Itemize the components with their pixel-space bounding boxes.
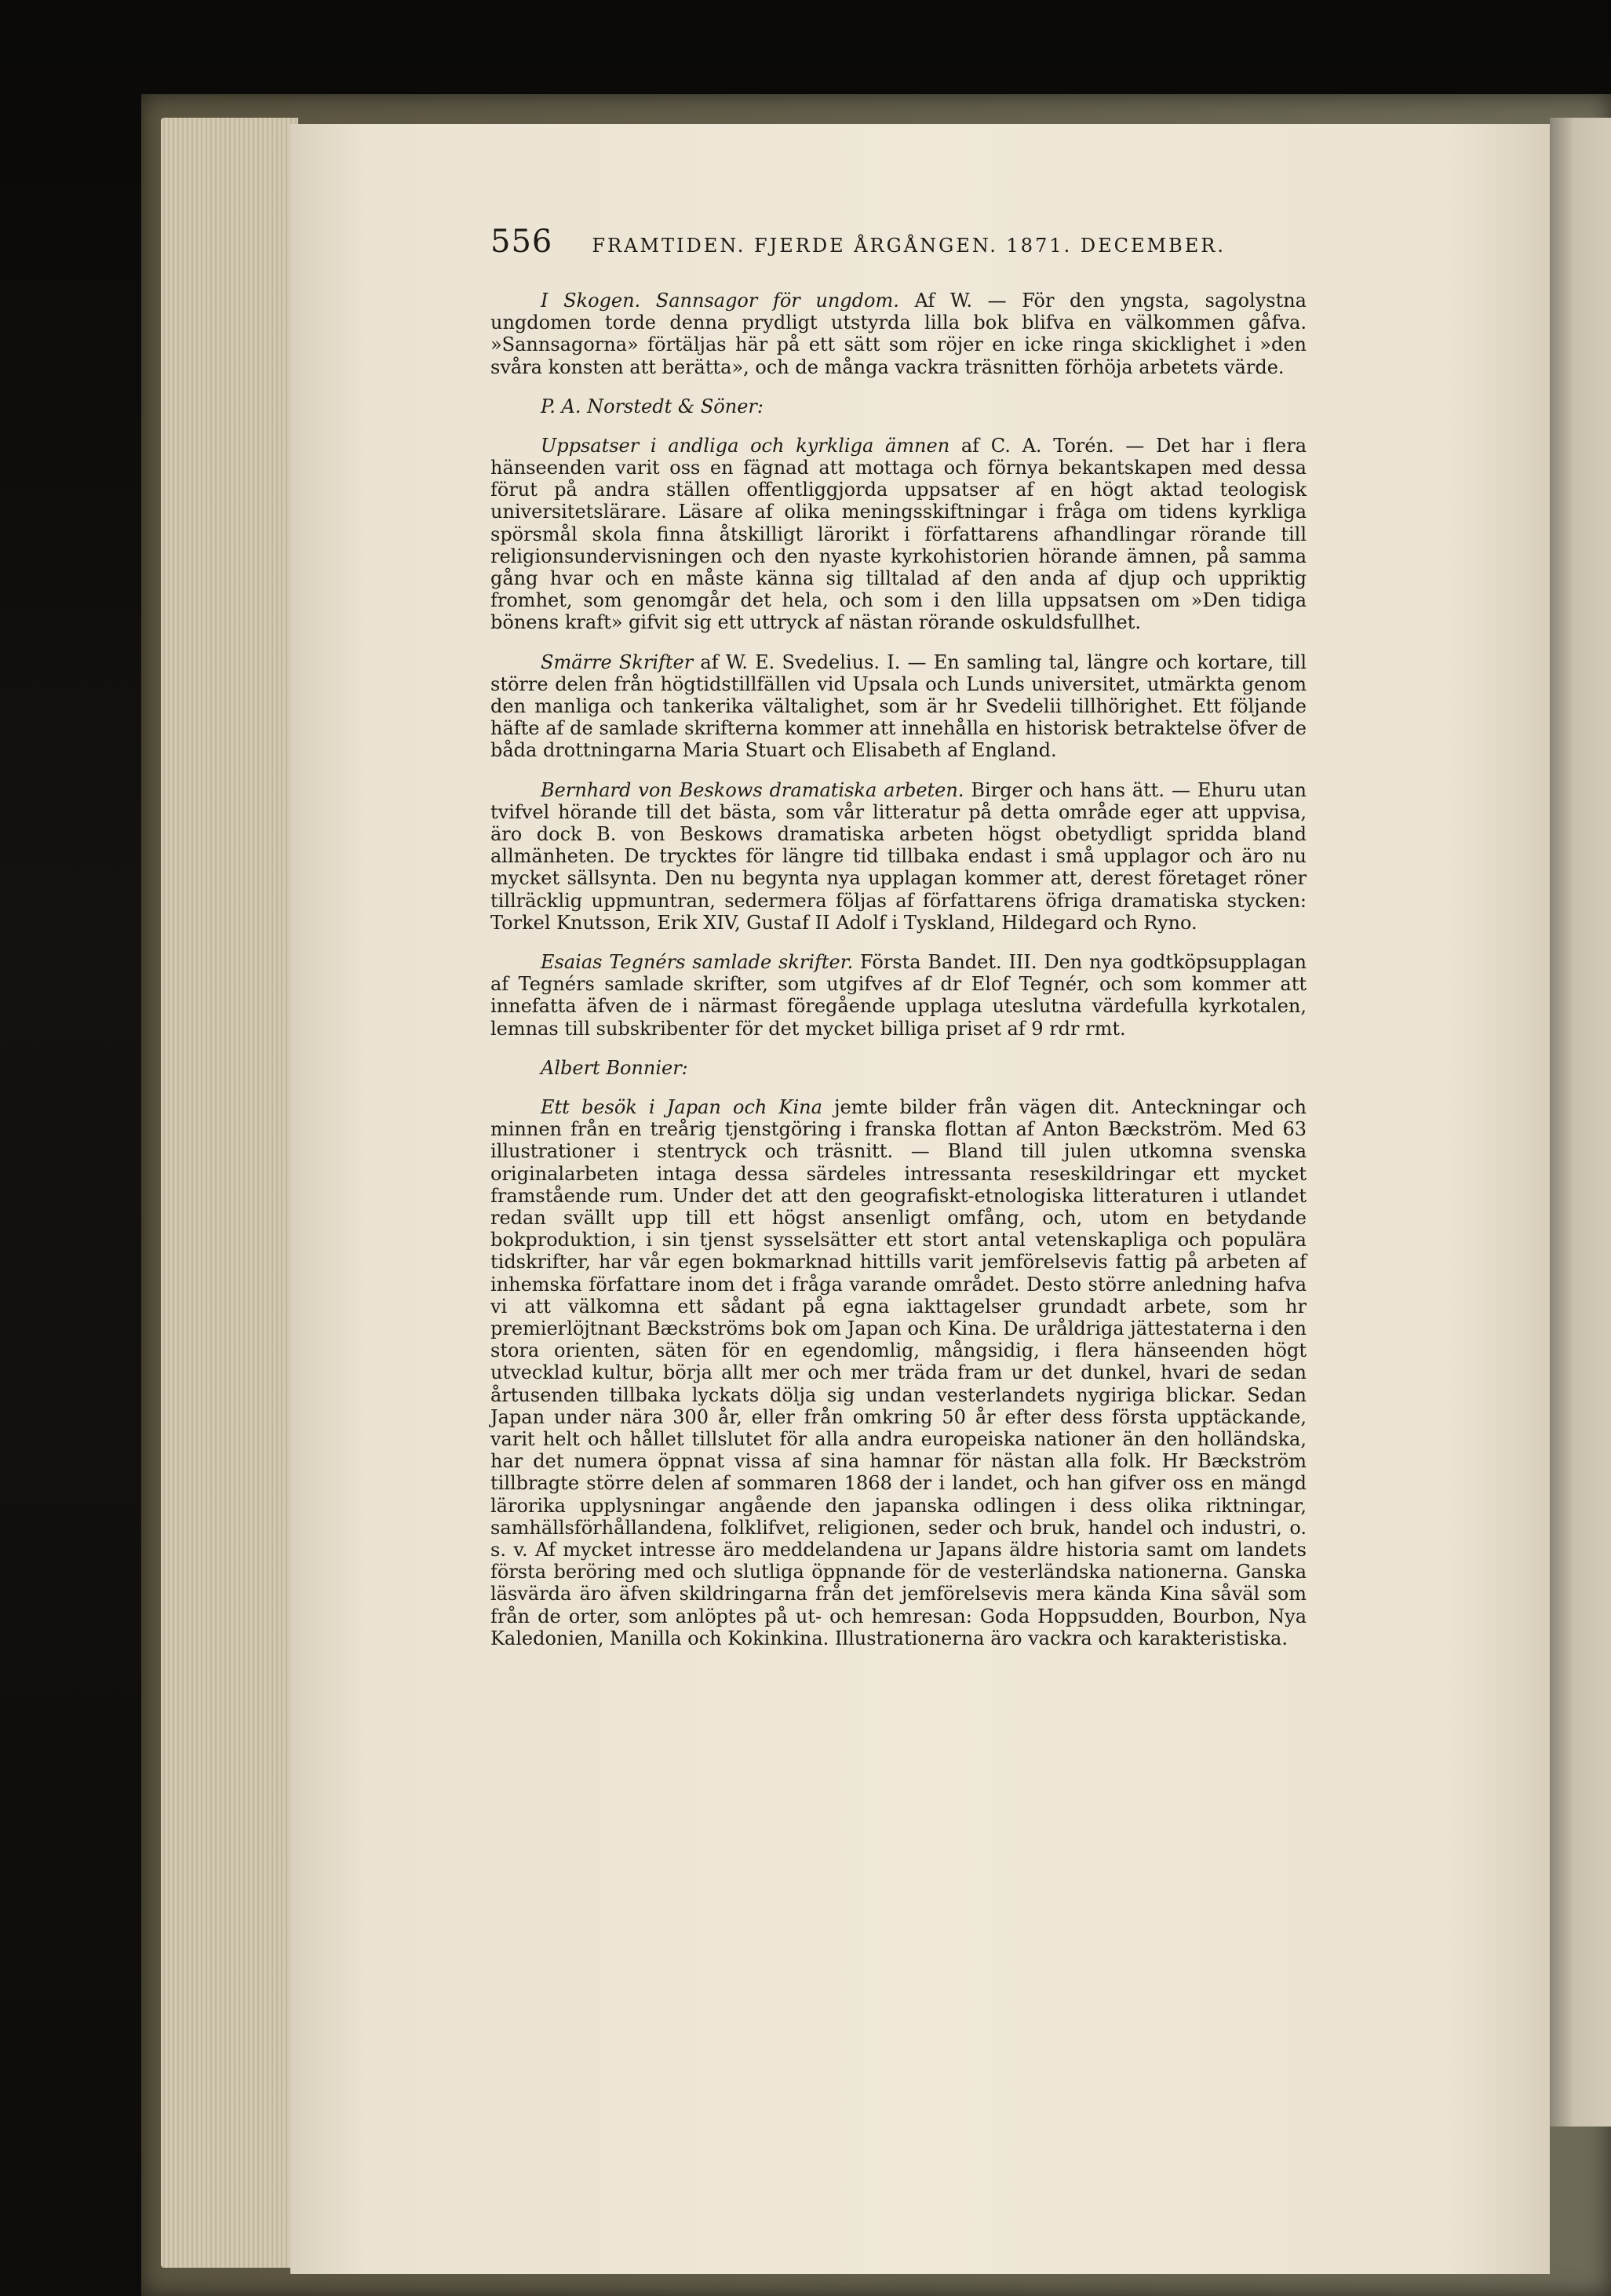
review-entry [490,435,1307,634]
entry-title: Bernhard von Beskows dramatiska arbeten. [541,778,964,801]
entry-title: I Skogen. Sannsagor för ungdom. [541,290,899,312]
page-content [490,224,1307,1667]
entry-text: jemte bilder från vägen dit. Anteckningar och minnen från en treårig tjenstgöring i franska flottan af Anton Bæckström. Med 63 illustrationer i stentryck och träsnitt. — Bland till julen utkomna svenska originalarbeten intaga dessa särdeles intressanta reseskildringar ett mycket framstående rum. Under det att den geografiskt-etnologiska litteraturen i utlandet redan svällt upp till ett högst ansenligt omfång, och, utom en betydande bokproduktion, i sin tjenst sysselsätter ett stort antal vetenskapliga och populära tidskrifter, har vår egen bokmarknad hittills varit jemförelsevis fattig på arbeten af inhemska författare inom det i fråga varande området. Desto större anledning hafva vi att välkomna ett sådant på egna iakttagelser grundadt arbete, som hr premierlöjtnant Bæckströms bok om Japan och Kina. De uråldriga jättestaterna i den stora orienten, säten för en egendomlig, mångsidig, i flera hänseenden högt utvecklad kultur, börja allt mer och mer träda fram ur det dunkel, hvari de sedan årtusenden tillbaka lyckats dölja sig undan vesterlandets nygiriga blickar. Sedan Japan under nära 300 år, eller från omkring 50 år efter dess första upptäckande, varit helt och hållet tillslutet för alla andra europeiska nationer än den holländska, har det numera öppnat vissa af sina hamnar för nästan alla folk. Hr Bæckström tillbragte större delen af sommaren 1868 der i landet, och han gifver oss en mängd lärorika upplysningar angående den japanska odlingen i dess olika riktningar, samhällsförhållandena, folklifvet, religionen, seder och bruk, handel och industri, o. s. v. Af mycket intresse äro meddelandena ur Japans äldre historia samt om landets första beröring med och slutliga öppnande för de vesterländska nationerna. Ganska läsvärda äro äfven skildringarna från det jemförelsevis mera kända Kina såväl som från de orter, som anlöptes på ut- och hemresan: Goda Hoppsudden, Bourbon, Nya Kaledonien, Manilla och Kokinkina. Illustrationerna äro vackra och karakteristiska. [490,1095,1307,1649]
review-entry [490,651,1307,762]
entry-title: Uppsatser i andliga och kyrkliga ämnen [541,434,950,457]
running-head: FRAMTIDEN. FJERDE ÅRGÅNGEN. 1871. DECEMBER. [592,235,1226,257]
facing-page-edge [1550,118,1611,2127]
publisher-heading: Albert Bonnier: [541,1056,688,1079]
entry-title: Esaias Tegnérs samlade skrifter. [541,951,854,974]
entry-text: Första Bandet. III. Den nya godtköpsupplagan af Tegnérs samlade skrifter, som utgifves af dr Elof Tegnér, och som kommer att innefatta äfven de i närmast föregående upplaga uteslutna värdefulla kyrkotalen, lemnas till subskribenter för det mycket billiga priset af 9 rdr rmt. [490,951,1307,1040]
entry-title: Ett besök i Japan och Kina [541,1095,822,1118]
entry-text: af W. E. Svedelius. I. — En samling tal, längre och kortare, till större delen från högtidstillfällen vid Upsala och Lunds universitet, utmärkta genom den manliga och tankerika vältalighet, som är hr Svedelii tillhörighet. Ett följande häfte af de samlade skrifterna kommer att innehålla en historisk betraktelse öfver de båda drottningarna Maria Stuart och Elisabeth af England. [490,651,1307,762]
review-entry [490,1096,1307,1649]
page-number: 556 [490,224,553,260]
review-entry [490,779,1307,934]
entry-text: Birger och hans ätt. — Ehuru utan tvifvel hörande till det bästa, som vår litteratur på detta område eger att uppvisa, äro dock B. von Beskows dramatiska arbeten högst obetydligt spridda bland allmänheten. De trycktes för längre tid tillbaka endast i små upplagor och äro nu mycket sällsynta. Den nu begynta nya upplagan kommer att, derest företaget röner tillräcklig uppmuntran, sedermera följas af författarens öfriga dramatiska stycken: Torkel Knutsson, Erik XIV, Gustaf II Adolf i Tyskland, Hildegard och Ryno. [490,778,1307,934]
entry-text: af C. A. Torén. — Det har i flera hänseenden varit oss en fägnad att mottaga och förnya bekantskapen med dessa förut på andra ställen offentliggjorda uppsatser af en högt aktad teologisk universitetslärare. Läsare af olika meningsskiftningar i fråga om tidens kyrkliga spörsmål skola finna åtskilligt lärorikt i författarens afhandlingar rörande till religionsundervisningen och den nyaste kyrkohistorien hörande ämnen, på samma gång hvar och en måste känna sig tilltalad af den anda af djup och uppriktig fromhet, som genomgår det hela, och som i den lilla uppsatsen om »Den tidiga bönens kraft» gifvit sig ett uttryck af nästan rörande oskuldsfullhet. [490,434,1307,634]
page-edges [161,118,298,2268]
publisher-heading: P. A. Norstedt & Söner: [541,395,764,417]
review-entry [490,951,1307,1040]
review-entry [490,290,1307,378]
entry-title: Smärre Skrifter [541,651,694,673]
entry-text: Af W. — För den yngsta, sagolystna ungdomen torde denna prydligt utstyrda lilla bok blifva en välkommen gåfva. »Sannsagorna» förtäljas här på ett sätt som röjer en icke ringa skicklighet i »den svåra konsten att berätta», och de många vackra träsnitten förhöja arbetets värde. [490,290,1307,378]
page-header [490,224,1307,260]
